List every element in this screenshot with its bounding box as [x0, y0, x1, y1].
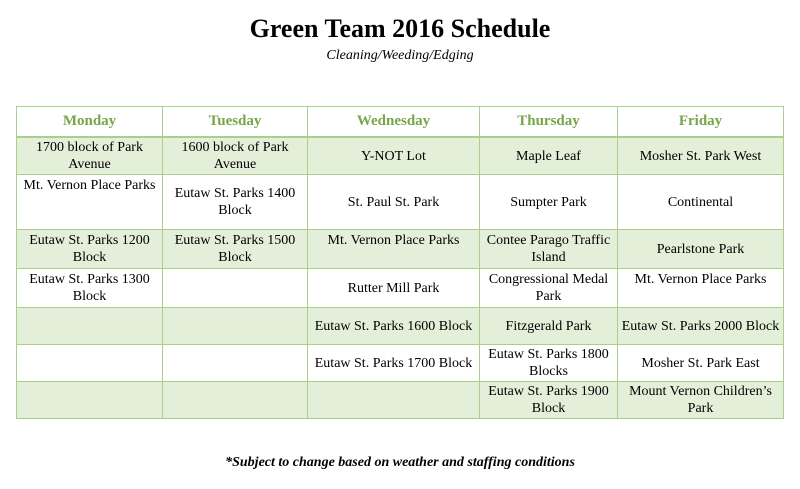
header-monday: Monday: [17, 107, 163, 138]
table-cell: Eutaw St. Parks 1600 Block: [308, 308, 480, 345]
table-row: [17, 230, 784, 269]
table-cell: [163, 345, 308, 382]
footnote: *Subject to change based on weather and staffing conditions: [225, 455, 575, 470]
table-cell: 1700 block of Park Avenue: [17, 137, 163, 175]
table-cell: Pearlstone Park: [618, 230, 784, 269]
header-wednesday: Wednesday: [308, 107, 480, 138]
table-row: [17, 382, 784, 419]
header-tuesday: Tuesday: [163, 107, 308, 138]
table-cell: Y-NOT Lot: [308, 137, 480, 175]
table-header-row: [17, 107, 784, 138]
table-cell: Mosher St. Park East: [618, 345, 784, 382]
table-row: [17, 308, 784, 345]
table-cell: Sumpter Park: [480, 175, 618, 230]
table-cell: [163, 269, 308, 308]
table-cell: Mt. Vernon Place Parks: [308, 230, 480, 269]
table-cell: Contee Parago Traffic Island: [480, 230, 618, 269]
table-cell: [17, 308, 163, 345]
table-cell: Congressional Medal Park: [480, 269, 618, 308]
table-cell: [17, 345, 163, 382]
page-title: Green Team 2016 Schedule: [249, 14, 551, 43]
table-cell: Maple Leaf: [480, 137, 618, 175]
table-cell: Rutter Mill Park: [308, 269, 480, 308]
table-cell: Continental: [618, 175, 784, 230]
table-cell: [308, 382, 480, 419]
table-row: [17, 269, 784, 308]
table-cell: Mt. Vernon Place Parks: [618, 269, 784, 308]
table-cell: Eutaw St. Parks 1900 Block: [480, 382, 618, 419]
schedule-table: [16, 106, 784, 419]
table-cell: [163, 382, 308, 419]
table-row: [17, 345, 784, 382]
table-row: [17, 175, 784, 230]
table-cell: [163, 308, 308, 345]
table-cell: Mt. Vernon Place Parks: [17, 175, 163, 230]
table-cell: [17, 382, 163, 419]
table-cell: St. Paul St. Park: [308, 175, 480, 230]
header-friday: Friday: [618, 107, 784, 138]
header-thursday: Thursday: [480, 107, 618, 138]
table-cell: Eutaw St. Parks 1200 Block: [17, 230, 163, 269]
table-cell: Eutaw St. Parks 2000 Block: [618, 308, 784, 345]
table-cell: Mosher St. Park West: [618, 137, 784, 175]
table-cell: Mount Vernon Children’s Park: [618, 382, 784, 419]
page-subtitle: Cleaning/Weeding/Edging: [326, 48, 474, 63]
table-cell: Eutaw St. Parks 1400 Block: [163, 175, 308, 230]
table-row: [17, 137, 784, 175]
table-cell: Eutaw St. Parks 1500 Block: [163, 230, 308, 269]
table-cell: Eutaw St. Parks 1300 Block: [17, 269, 163, 308]
table-cell: 1600 block of Park Avenue: [163, 137, 308, 175]
table-cell: Eutaw St. Parks 1700 Block: [308, 345, 480, 382]
table-cell: Fitzgerald Park: [480, 308, 618, 345]
table-cell: Eutaw St. Parks 1800 Blocks: [480, 345, 618, 382]
